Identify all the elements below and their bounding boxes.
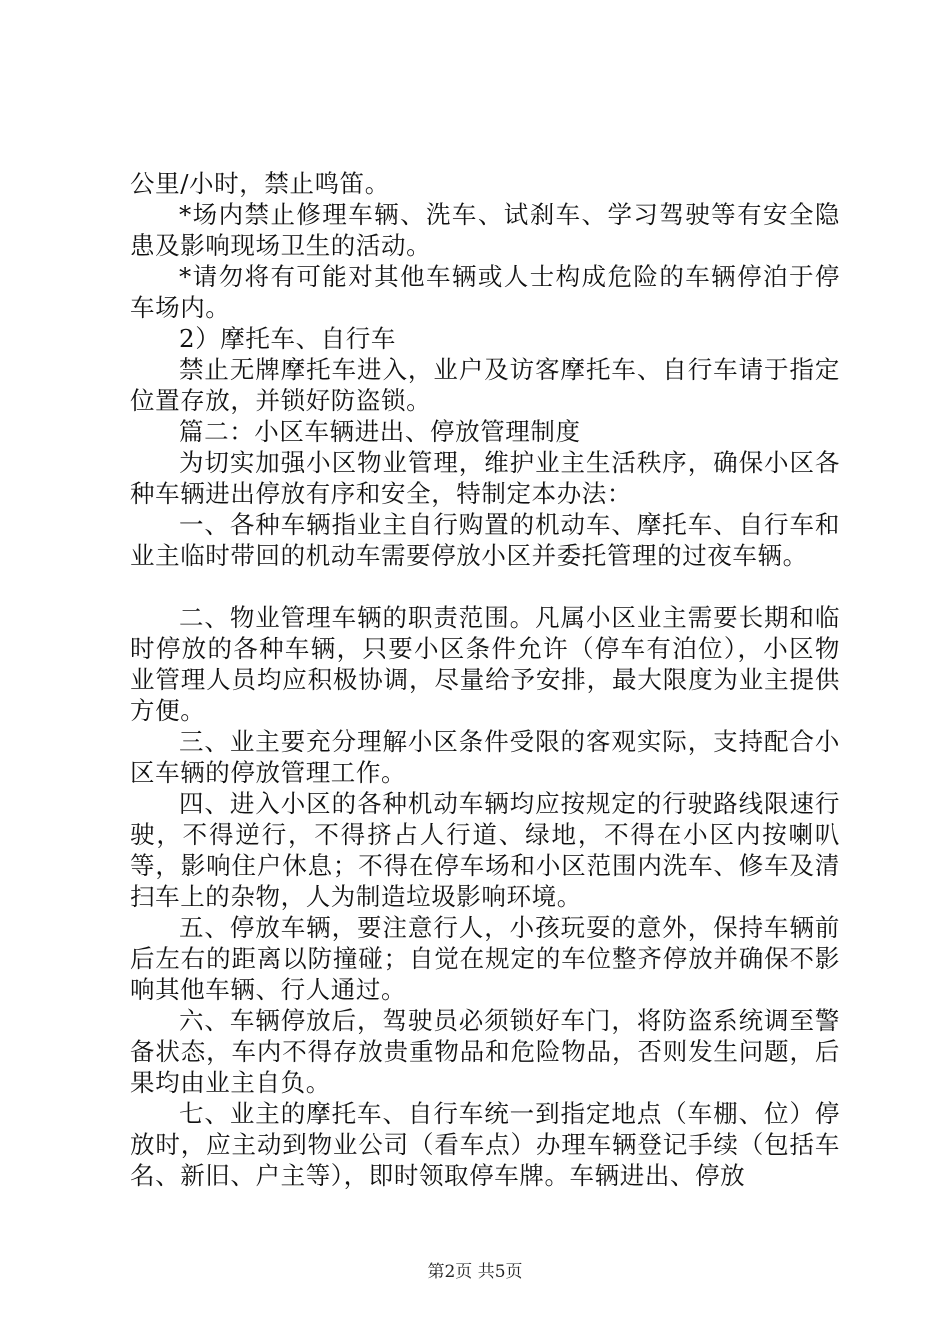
- paragraph: 2）摩托车、自行车: [179, 324, 396, 353]
- paragraph: *场内禁止修理车辆、洗车、试刹车、学习驾驶等有安全隐患及影响现场卫生的活动。: [130, 200, 840, 260]
- paragraph: 四、进入小区的各种机动车辆均应按规定的行驶路线限速行驶，不得逆行，不得挤占人行道、绿地，不得在小区内按喇叭等，影响住户休息；不得在停车场和小区范围内洗车、修车及清扫车上的杂物，人为制造垃圾影响环境。: [130, 789, 840, 911]
- paragraph: 为切实加强小区物业管理，维护业主生活秩序，确保小区各种车辆进出停放有序和安全，特制定本办法：: [130, 448, 840, 508]
- paragraph: 三、业主要充分理解小区条件受限的客观实际，支持配合小区车辆的停放管理工作。: [130, 727, 840, 787]
- paragraph: *请勿将有可能对其他车辆或人士构成危险的车辆停泊于停车场内。: [130, 262, 840, 322]
- paragraph: 一、各种车辆指业主自行购置的机动车、摩托车、自行车和业主临时带回的机动车需要停放小区并委托管理的过夜车辆。: [130, 510, 840, 570]
- document-body: [130, 168, 840, 1191]
- paragraph: 五、停放车辆，要注意行人，小孩玩耍的意外，保持车辆前后左右的距离以防撞碰；自觉在规定的车位整齐停放并确保不影响其他车辆、行人通过。: [130, 913, 840, 1004]
- paragraph: 六、车辆停放后，驾驶员必须锁好车门，将防盗系统调至警备状态，车内不得存放贵重物品和危险物品，否则发生问题，后果均由业主自负。: [130, 1006, 840, 1097]
- paragraph: 二、物业管理车辆的职责范围。凡属小区业主需要长期和临时停放的各种车辆，只要小区条件允许（停车有泊位），小区物业管理人员均应积极协调，尽量给予安排，最大限度为业主提供方便。: [130, 603, 840, 725]
- paragraph: 禁止无牌摩托车进入，业户及访客摩托车、自行车请于指定位置存放，并锁好防盗锁。: [130, 355, 840, 415]
- page-number: 第2页 共5页: [427, 1262, 523, 1282]
- section-heading: 篇二：小区车辆进出、停放管理制度: [179, 417, 581, 446]
- paragraph: 七、业主的摩托车、自行车统一到指定地点（车棚、位）停放时，应主动到物业公司（看车点）办理车辆登记手续（包括车名、新旧、户主等），即时领取停车牌。车辆进出、停放: [130, 1099, 840, 1190]
- paragraph: 公里/小时，禁止鸣笛。: [130, 169, 390, 198]
